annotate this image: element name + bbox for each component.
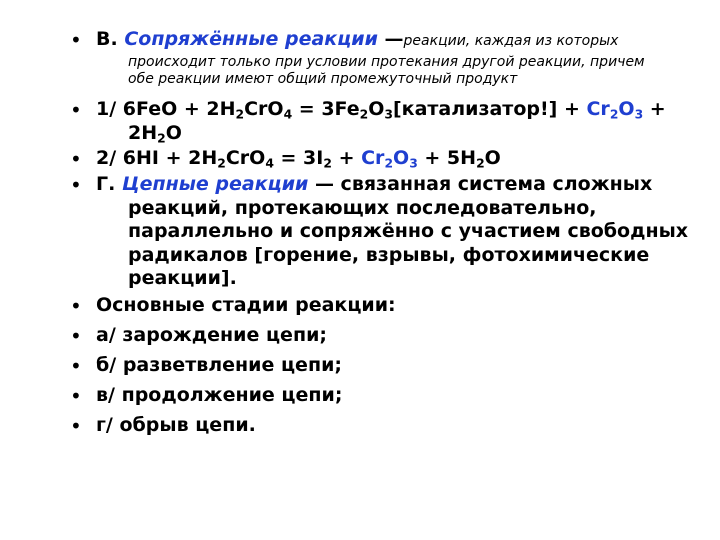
eq-sub: 3 [634, 107, 644, 122]
eq-text: O [368, 98, 385, 120]
eq-sub: 2 [384, 156, 394, 171]
definition-line: происходит только при условии протекания другой реакции, причем [128, 53, 645, 70]
bullet: • [70, 354, 82, 378]
eq-sub: 2 [359, 107, 369, 122]
term-conjugated: Сопряжённые реакции [124, 28, 378, 50]
item-text: Основные стадии реакции: [96, 294, 396, 316]
dash: — [377, 28, 404, 50]
list-item-reaction-1 [70, 98, 696, 145]
item-text: а/ зарождение цепи; [96, 324, 327, 346]
eq-sub: 2 [157, 130, 166, 145]
bullet: • [70, 324, 82, 348]
term-chain: Цепные реакции [121, 173, 309, 195]
item-text: в/ продолжение цепи; [96, 384, 343, 406]
eq-text: + [643, 98, 666, 120]
item-cont-line: реакций, протекающих последовательно, [128, 196, 597, 219]
eq-text: O [484, 147, 501, 169]
item-text: г/ обрыв цепи. [96, 414, 256, 436]
definition-line: обе реакции имеют общий промежуточный продукт [128, 70, 518, 87]
chem-highlight: Cr [361, 147, 385, 169]
equation-line [96, 147, 696, 171]
eq-text: + [331, 147, 362, 169]
eq-sub: 2 [323, 156, 332, 171]
eq-text: 2/ 6HI + 2H [96, 147, 218, 169]
list-item-main-stages [70, 294, 696, 318]
eq-text: 2H [128, 121, 158, 144]
eq-sub: 3 [409, 156, 418, 171]
bullet: • [70, 98, 82, 122]
equation-line-2 [96, 122, 696, 146]
list-item-stage-b [70, 354, 696, 378]
item-cont-line: радикалов [горение, взрывы, фотохимические [128, 243, 650, 266]
item-cont-line: реакции]. [128, 267, 237, 289]
item-head: B. [96, 28, 118, 50]
list-item-stage-a [70, 324, 696, 348]
eq-text: + 5H [417, 147, 477, 169]
list-item-reaction-2 [70, 147, 696, 171]
chem-highlight: O [393, 147, 410, 169]
bullet: • [70, 28, 82, 52]
eq-text: = 3Fe [292, 98, 360, 120]
chem-highlight: Cr [586, 98, 610, 120]
eq-text: CrO [244, 98, 284, 120]
bullet: • [70, 147, 82, 171]
bullet: • [70, 414, 82, 438]
eq-sub: 2 [609, 107, 619, 122]
eq-sub: 2 [235, 107, 245, 122]
eq-text: CrO [225, 147, 266, 169]
eq-sub: 4 [265, 156, 274, 171]
item-text: б/ разветвление цепи; [96, 354, 342, 376]
item-line [96, 28, 696, 54]
list-item-stage-g [70, 414, 696, 438]
list-item-chain-reactions [70, 173, 696, 291]
bullet: • [70, 173, 82, 197]
definition-start: реакции, каждая из которых [403, 33, 619, 49]
chem-highlight: O [618, 98, 635, 120]
bullet: • [70, 294, 82, 318]
item-rest: — связанная система сложных [308, 173, 653, 195]
eq-text: 1/ 6FeO + 2H [96, 98, 236, 120]
item-line [96, 173, 696, 197]
eq-sub: 4 [283, 107, 293, 122]
bullet: • [70, 384, 82, 408]
item-head: Г. [96, 173, 116, 195]
eq-text: [катализатор!] + [392, 98, 587, 120]
eq-text: = 3I [273, 147, 324, 169]
eq-sub: 2 [217, 156, 226, 171]
eq-text: O [165, 121, 182, 144]
list-item-stage-v [70, 384, 696, 408]
equation-line [96, 98, 696, 122]
eq-sub: 2 [476, 156, 485, 171]
eq-sub: 3 [384, 107, 393, 122]
list-item-conjugated-reactions [70, 28, 696, 88]
item-cont-line: параллельно и сопряжённо с участием свободных [128, 220, 689, 242]
